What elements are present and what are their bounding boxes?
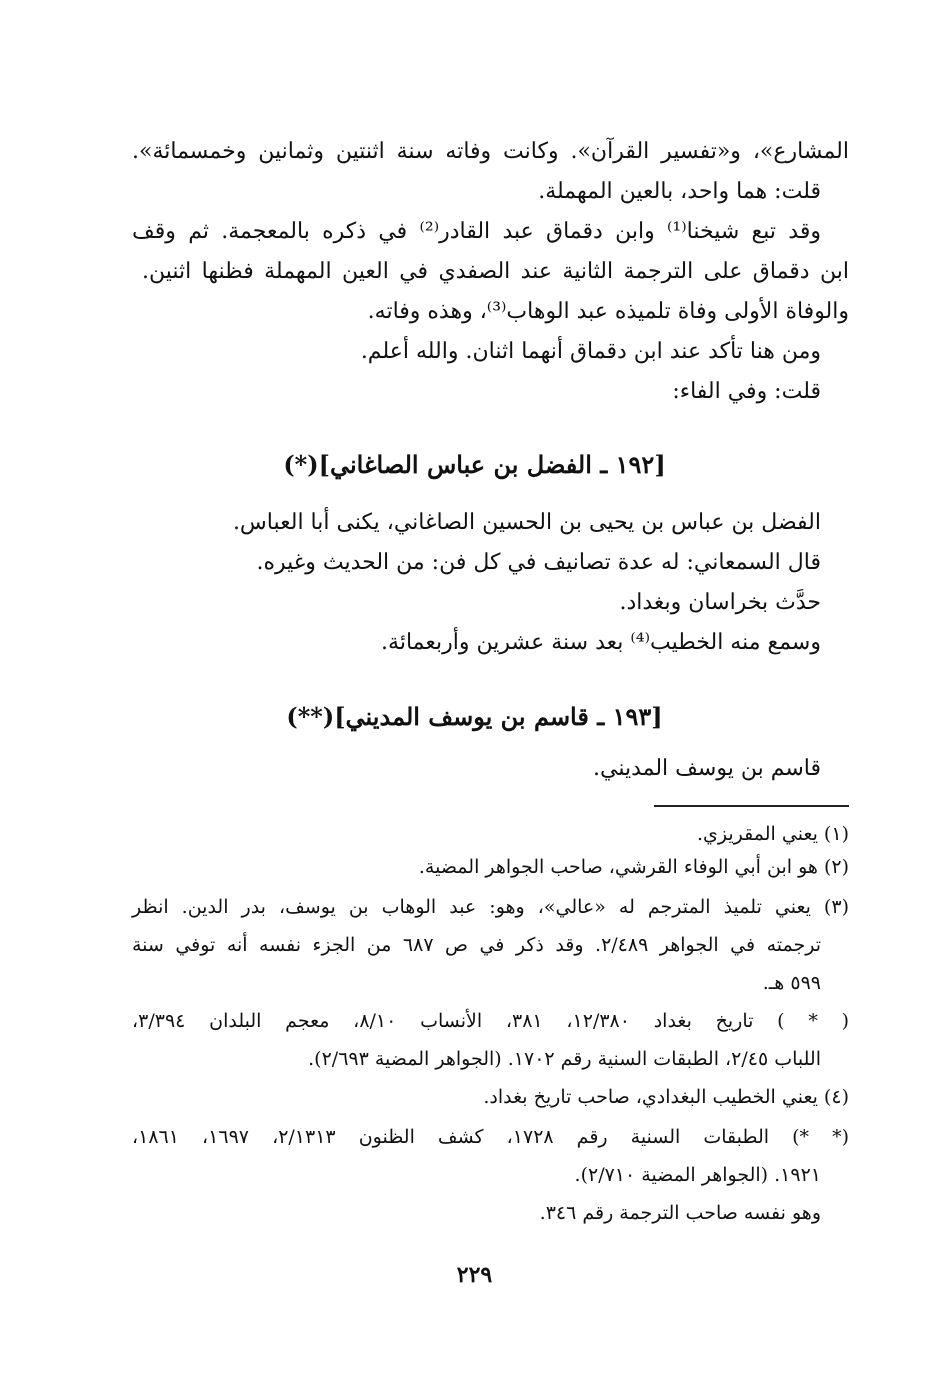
body-line: قاسم بن يوسف المديني. [592, 756, 821, 781]
footnote: ترجمته في الجواهر ٢/٤٨٩. وقد ذكر في ص ٦٨٧ من الجزء نفسه أنه توفي سنة [132, 934, 821, 956]
body-line: المشارع»، و«تفسير القرآن». وكانت وفاته سنة اثنتين وثمانين وخمسمائة». [132, 139, 849, 164]
footnote: (١) يعني المقريزي. [697, 823, 849, 845]
footnote: (٢) هو ابن أبي الوفاء القرشي، صاحب الجواهر المضية. [418, 856, 849, 878]
footnote: (٣) يعني تلميذ المترجم له «عالي»، وهو: عبد الوهاب بن يوسف، بدر الدين. انظر [132, 896, 849, 918]
footnote: (٤) يعني الخطيب البغدادي، صاحب تاريخ بغداد. [483, 1086, 849, 1108]
footnote: (* *) الطبقات السنية رقم ١٧٢٨، كشف الظنون ٢/١٣١٣، ١٦٩٧، ١٨٦١، [132, 1126, 849, 1148]
entry-heading: [١٩٣ ـ قاسم بن يوسف المديني](**) [286, 702, 663, 731]
footnote: ٥٩٩ هـ. [762, 972, 821, 994]
entry-heading: [١٩٢ ـ الفضل بن عباس الصاغاني](*) [283, 450, 666, 479]
body-line: ومن هنا تأكد عند ابن دقماق أنهما اثنان. والله أعلم. [360, 339, 821, 364]
footnote: اللباب ٢/٤٥، الطبقات السنية رقم ١٧٠٢. (الجواهر المضية ٢/٦٩٣). [308, 1048, 821, 1070]
page-number: ٢٢٩ [456, 1262, 493, 1288]
body-line: وقد تبع شيخنا⁽¹⁾ وابن دقماق عبد القادر⁽²⁾ في ذكره بالمعجمة. ثم وقف [132, 219, 821, 244]
body-line: قلت: وفي الفاء: [672, 379, 821, 404]
body-line: قال السمعاني: له عدة تصانيف في كل فن: من الحديث وغيره. [256, 550, 821, 575]
footnote-divider [654, 805, 849, 807]
body-line: وسمع منه الخطيب⁽⁴⁾ بعد سنة عشرين وأربعمائة. [381, 630, 821, 655]
body-line: حدَّث بخراسان وبغداد. [619, 590, 821, 615]
footnote: ( * ) تاريخ بغداد ١٢/٣٨٠، ٣٨١، الأنساب ٨/١٠، معجم البلدان ٣/٣٩٤، [132, 1010, 850, 1032]
body-line: والوفاة الأولى وفاة تلميذه عبد الوهاب⁽³⁾، وهذه وفاته. [367, 299, 849, 324]
body-line: قلت: هما واحد، بالعين المهملة. [538, 179, 821, 204]
footnote: وهو نفسه صاحب الترجمة رقم ٣٤٦. [539, 1202, 821, 1224]
body-line: ابن دقماق على الترجمة الثانية عند الصفدي في العين المهملة فظنها اثنين. [142, 259, 849, 284]
body-line: الفضل بن عباس بن يحيى بن الحسين الصاغاني، يكنى أبا العباس. [232, 510, 821, 535]
footnote: ١٩٢١. (الجواهر المضية ٢/٧١٠). [574, 1164, 821, 1186]
